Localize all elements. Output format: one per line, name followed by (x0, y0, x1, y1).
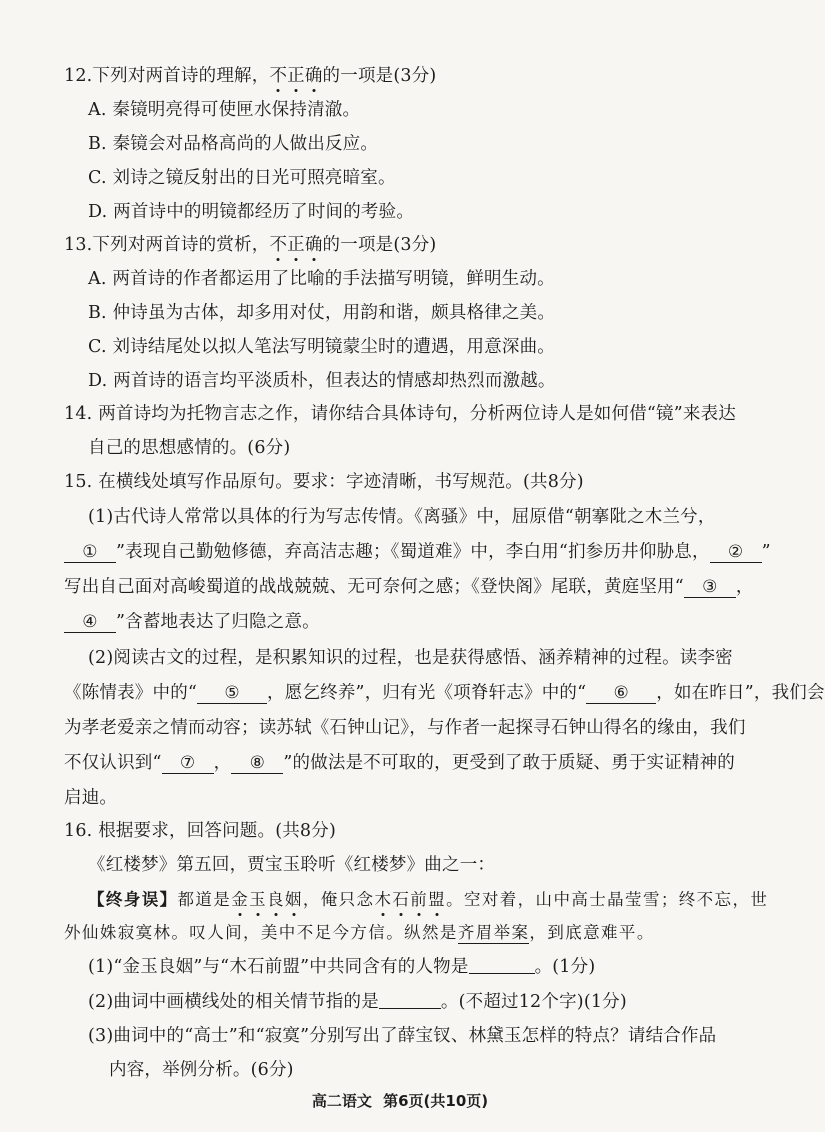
q12-option-c: C. 刘诗之镜反射出的日光可照亮暗室。 (88, 168, 396, 188)
q15-p2-line1: (2)阅读古文的过程，是积累知识的过程，也是获得感悟、涵养精神的过程。读李密 (88, 648, 733, 668)
q15-stem: 15. 在横线处填写作品原句。要求：字迹清晰，书写规范。(共8分) (64, 472, 584, 492)
q16-sub2: (2)曲词中画横线处的相关情节指的是 。(不超过12个字)(1分) (88, 992, 627, 1012)
q16-intro: 《红楼梦》第五回，贾宝玉聆听《红楼梦》曲之一： (88, 855, 496, 875)
blank-6[interactable]: ⑥ (586, 683, 656, 704)
blank-3[interactable]: ③ (684, 577, 736, 598)
q13-option-c: C. 刘诗结尾处以拟人笔法写明镜蒙尘时的遭遇，用意深曲。 (88, 337, 555, 357)
q15-p2-line2: 《陈情表》中的“ ⑤ ，愿乞终养”，归有光《项脊轩志》中的“ ⑥ ，如在昨日”，我们会 (64, 683, 825, 703)
q15-p1-line1: (1)古代诗人常常以具体的行为写志传情。《离骚》中，屈原借“朝搴阰之木兰兮， (88, 507, 716, 527)
q16-sub3-line2: 内容，举例分析。(6分) (109, 1060, 294, 1080)
q16-lyric-line1: 【终身误】都道是金玉良姻，俺只念木石前盟。空对着，山中高士晶莹雪；终不忘，世 (88, 888, 768, 912)
blank-4[interactable]: ④ (64, 612, 116, 633)
blank-1[interactable]: ① (64, 542, 116, 563)
q16-stem: 16. 根据要求，回答问题。(共8分) (64, 821, 336, 841)
blank-8[interactable]: ⑧ (231, 753, 283, 774)
q16-sub3-line1: (3)曲词中的“高士”和“寂寞”分别写出了薛宝钗、林黛玉怎样的特点？请结合作品 (88, 1026, 717, 1046)
q13-option-d: D. 两首诗的语言均平淡质朴，但表达的情感却热烈而激越。 (88, 371, 556, 391)
q16-sub1: (1)“金玉良姻”与“木石前盟”中共同含有的人物是 。(1分) (88, 957, 596, 977)
q13-option-a: A. 两首诗的作者都运用了比喻的手法描写明镜，鲜明生动。 (88, 269, 555, 289)
q12-option-a: A. 秦镜明亮得可使匣水保持清澈。 (88, 100, 361, 120)
q15-p2-line5: 启迪。 (64, 788, 118, 808)
q13-stem: 13.下列对两首诗的赏析，不正确的一项是(3分) (64, 235, 437, 255)
blank-7[interactable]: ⑦ (162, 753, 214, 774)
page-footer: 高二语文 第6页(共10页) (311, 1092, 489, 1110)
q15-p1-line4: ④ ”含蓄地表达了归隐之意。 (64, 610, 320, 634)
q16-lyric-line2: 外仙姝寂寞林。叹人间，美中不足今方信。纵然是齐眉举案，到底意难平。 (64, 923, 655, 942)
q15-p1-line2: ① ”表现自己勤勉修德，弃高洁志趣；《蜀道难》中，李白用“扪参历井仰胁息， ② ” (64, 540, 771, 564)
q14-stem-line2: 自己的思想感情的。(6分) (88, 438, 291, 458)
q12-option-d: D. 两首诗中的明镜都经历了时间的考验。 (88, 202, 415, 222)
q12-option-b: B. 秦镜会对品格高尚的人做出反应。 (88, 134, 379, 154)
answer-blank-1[interactable] (469, 955, 535, 974)
q15-p1-line3: 写出自己面对高峻蜀道的战战兢兢、无可奈何之感；《登快阁》尾联，黄庭坚用“ ③ ， (64, 577, 754, 597)
blank-5[interactable]: ⑤ (197, 683, 267, 704)
underlined-phrase: 齐眉举案 (457, 923, 530, 942)
q14-stem-line1: 14. 两首诗均为托物言志之作，请你结合具体诗句，分析两位诗人是如何借“镜”来表达 (64, 404, 736, 424)
q15-p2-line3: 为孝老爱亲之情而动容；读苏轼《石钟山记》，与作者一起探寻石钟山得名的缘由，我们 (64, 718, 746, 738)
q15-p2-line4: 不仅认识到“ ⑦ ， ⑧ ”的做法是不可取的，更受到了敢于质疑、勇于实证精神的 (64, 753, 736, 773)
q13-option-b: B. 仲诗虽为古体，却多用对仗，用韵和谐，颇具格律之美。 (88, 303, 556, 323)
answer-blank-2[interactable] (379, 990, 441, 1009)
q12-stem: 12.下列对两首诗的理解，不正确的一项是(3分) (64, 66, 437, 86)
blank-2[interactable]: ② (710, 542, 762, 563)
